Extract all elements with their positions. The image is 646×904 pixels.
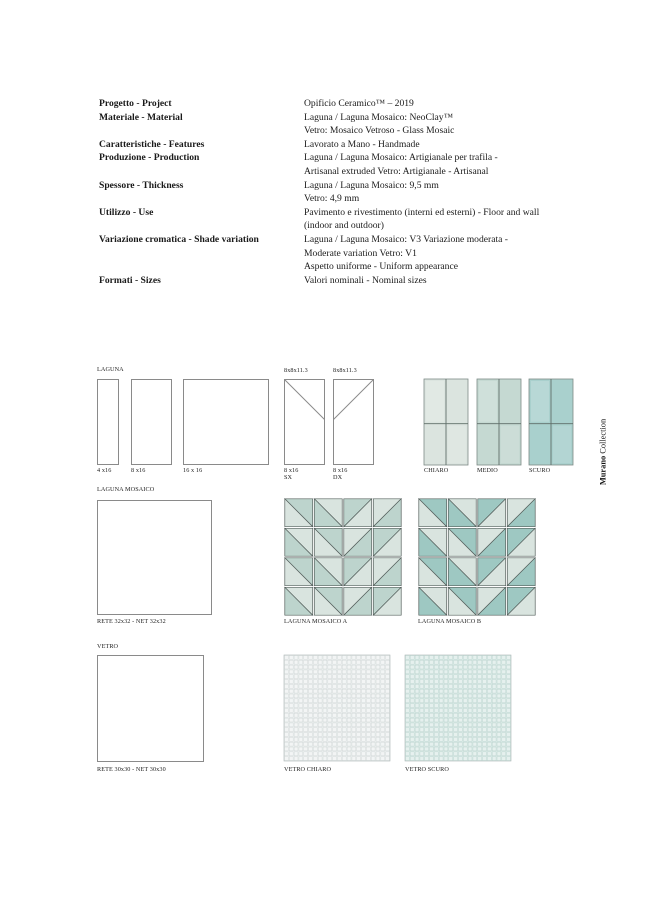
spec-value-line: Moderate variation Vetro: V1: [304, 247, 417, 259]
brand-name: Murano: [598, 455, 608, 486]
spec-value-line: Laguna / Laguna Mosaico: V3 Variazione moderata -: [304, 233, 508, 245]
spec-value: [304, 97, 579, 111]
spec-value: [304, 138, 579, 152]
spec-value-line: Aspetto uniforme - Uniform appearance: [304, 261, 458, 273]
spec-value-line: Laguna / Laguna Mosaico: 9,5 mm: [304, 179, 439, 191]
tile-sx-size-label: 8x8x11.3: [284, 367, 308, 374]
shade-swatch-scuro: [529, 379, 573, 465]
laguna-mosaico-b-pattern: [418, 498, 538, 616]
spec-row: [99, 111, 579, 138]
spec-value-line: Valori nominali - Nominal sizes: [304, 274, 427, 286]
spec-row: [99, 274, 579, 288]
caption-vetro-scuro: VETRO SCURO: [405, 766, 449, 773]
spec-value-line: Vetro: Mosaico Vetroso - Glass Mosaic: [304, 125, 455, 137]
spec-table: [99, 97, 579, 287]
caption-8x16: 8 x16: [131, 467, 146, 474]
section-title-laguna: LAGUNA: [97, 366, 124, 373]
spec-value: [304, 274, 579, 288]
collection-side-label: [597, 411, 609, 493]
section-title-vetro: VETRO: [97, 643, 119, 650]
spec-value-line: Lavorato a Mano - Handmade: [304, 138, 420, 150]
spec-row: [99, 179, 579, 206]
spec-row: [99, 206, 579, 233]
vetro-chiaro-pattern: [284, 655, 390, 761]
section-title-laguna-mosaico: LAGUNA MOSAICO: [97, 486, 155, 493]
spec-row: [99, 151, 579, 178]
shade-swatch-medio: [477, 379, 521, 465]
tile-16x16: [183, 379, 269, 465]
spec-label: Caratteristiche - Features: [99, 138, 205, 150]
caption-mosaico-b: LAGUNA MOSAICO B: [418, 618, 482, 625]
spec-label: Variazione cromatica - Shade variation: [99, 233, 259, 245]
vetro-net-sheet: [97, 655, 204, 762]
caption-dx-line1: 8 x16: [333, 467, 348, 474]
mosaico-net-sheet: [97, 500, 212, 615]
spec-label: Progetto - Project: [99, 98, 172, 109]
spec-value-line: Artisanal extruded Vetro: Artigianale - Artisanal: [304, 165, 489, 177]
spec-label: Materiale - Material: [99, 111, 183, 123]
spec-row: [99, 97, 579, 111]
spec-value-line: Vetro: 4,9 mm: [304, 193, 360, 205]
caption-chiaro: CHIARO: [424, 467, 449, 474]
vetro-scuro-pattern: [405, 655, 511, 761]
spec-value-line: Laguna / Laguna Mosaico: NeoClay™: [304, 111, 454, 123]
tile-8x16: [131, 379, 172, 465]
spec-row: [99, 233, 579, 274]
spec-value-line: Laguna / Laguna Mosaico: Artigianale per trafila -: [304, 152, 498, 164]
caption-scuro: SCURO: [529, 467, 551, 474]
spec-label: Utilizzo - Use: [99, 206, 154, 218]
spec-value-line: Pavimento e rivestimento (interni ed esterni) - Floor and wall: [304, 206, 540, 218]
caption-vetro-chiaro: VETRO CHIARO: [284, 766, 332, 773]
spec-value-line: Opificio Ceramico™ – 2019: [304, 98, 414, 109]
caption-vetro-net: RETE 30x30 - NET 30x30: [97, 766, 166, 773]
tile-8x16-dx: [333, 379, 374, 465]
spec-value-line: (indoor and outdoor): [304, 220, 384, 232]
collection-word: Collection: [598, 418, 608, 456]
caption-dx-line2: DX: [333, 474, 343, 481]
spec-label: Spessore - Thickness: [99, 179, 184, 191]
tile-8x16-sx: [284, 379, 325, 465]
spec-row: [99, 138, 579, 152]
shade-swatch-chiaro: [424, 379, 468, 465]
caption-sx-line1: 8 x16: [284, 467, 299, 474]
spec-label: Formati - Sizes: [99, 274, 161, 286]
caption-16x16: 16 x 16: [183, 467, 203, 474]
caption-mosaico-a: LAGUNA MOSAICO A: [284, 618, 348, 625]
spec-value: [304, 111, 579, 138]
caption-mosaico-net: RETE 32x32 - NET 32x32: [97, 618, 166, 625]
spec-value: [304, 151, 579, 178]
caption-4x16: 4 x16: [97, 467, 112, 474]
tile-4x16: [97, 379, 119, 465]
caption-sx-line2: SX: [284, 474, 293, 481]
spec-label: Produzione - Production: [99, 152, 200, 164]
spec-value: [304, 206, 579, 233]
spec-value: [304, 233, 579, 274]
caption-medio: MEDIO: [477, 467, 498, 474]
laguna-mosaico-a-pattern: [284, 498, 404, 616]
tile-dx-size-label: 8x8x11.3: [333, 367, 357, 374]
spec-value: [304, 179, 579, 206]
